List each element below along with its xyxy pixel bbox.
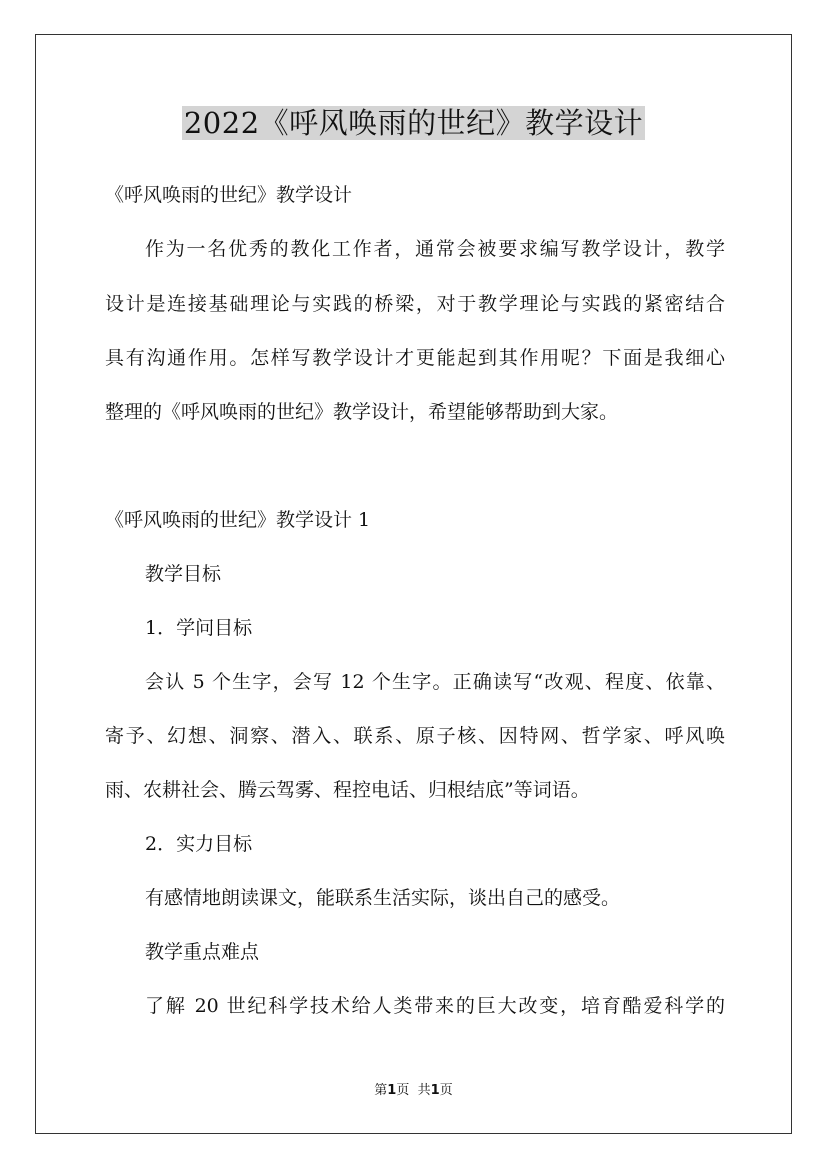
key-points-text: 了解 20 世纪科学技术给人类带来的巨大改变，培育酷爱科学的 bbox=[145, 995, 725, 1017]
footer-total-prefix: 共 bbox=[417, 1083, 431, 1098]
intro-line-3: 具有沟通作用。怎样写教学设计才更能起到其作用呢？下面是我细心 bbox=[105, 347, 725, 369]
goal2-text: 有感情地朗读课文，能联系生活实际，谈出自己的感受。 bbox=[145, 887, 621, 909]
document-title-text: 2022《呼风唤雨的世纪》教学设计 bbox=[183, 106, 644, 140]
goal2-heading: 2．实力目标 bbox=[145, 833, 253, 855]
document-title bbox=[0, 103, 827, 143]
goal1-heading: 1．学问目标 bbox=[145, 617, 253, 639]
footer-page-prefix: 第 bbox=[374, 1083, 388, 1098]
goal1-line-1: 会认 5 个生字，会写 12 个生字。正确读写“改观、程度、依靠、 bbox=[145, 671, 725, 693]
footer-total-suffix: 页 bbox=[439, 1083, 453, 1098]
document-subtitle: 《呼风唤雨的世纪》教学设计 bbox=[105, 184, 353, 206]
goal1-line-3: 雨、农耕社会、腾云驾雾、程控电话、归根结底”等词语。 bbox=[105, 779, 590, 801]
teaching-goals-heading: 教学目标 bbox=[145, 563, 222, 585]
section-title: 《呼风唤雨的世纪》教学设计 1 bbox=[105, 509, 371, 531]
intro-line-4: 整理的《呼风唤雨的世纪》教学设计，希望能够帮助到大家。 bbox=[105, 401, 619, 423]
footer-page-mid: 页 bbox=[396, 1083, 410, 1098]
footer-page-current: 1 bbox=[387, 1083, 397, 1098]
key-points-heading: 教学重点难点 bbox=[145, 941, 260, 963]
intro-line-1: 作为一名优秀的教化工作者，通常会被要求编写教学设计，教学 bbox=[145, 238, 725, 260]
goal1-line-2: 寄予、幻想、洞察、潜入、联系、原子核、因特网、哲学家、呼风唤 bbox=[105, 725, 725, 747]
intro-line-2: 设计是连接基础理论与实践的桥梁，对于教学理论与实践的紧密结合 bbox=[105, 293, 725, 315]
footer-page-total: 1 bbox=[430, 1083, 440, 1098]
page-footer bbox=[0, 1082, 827, 1100]
